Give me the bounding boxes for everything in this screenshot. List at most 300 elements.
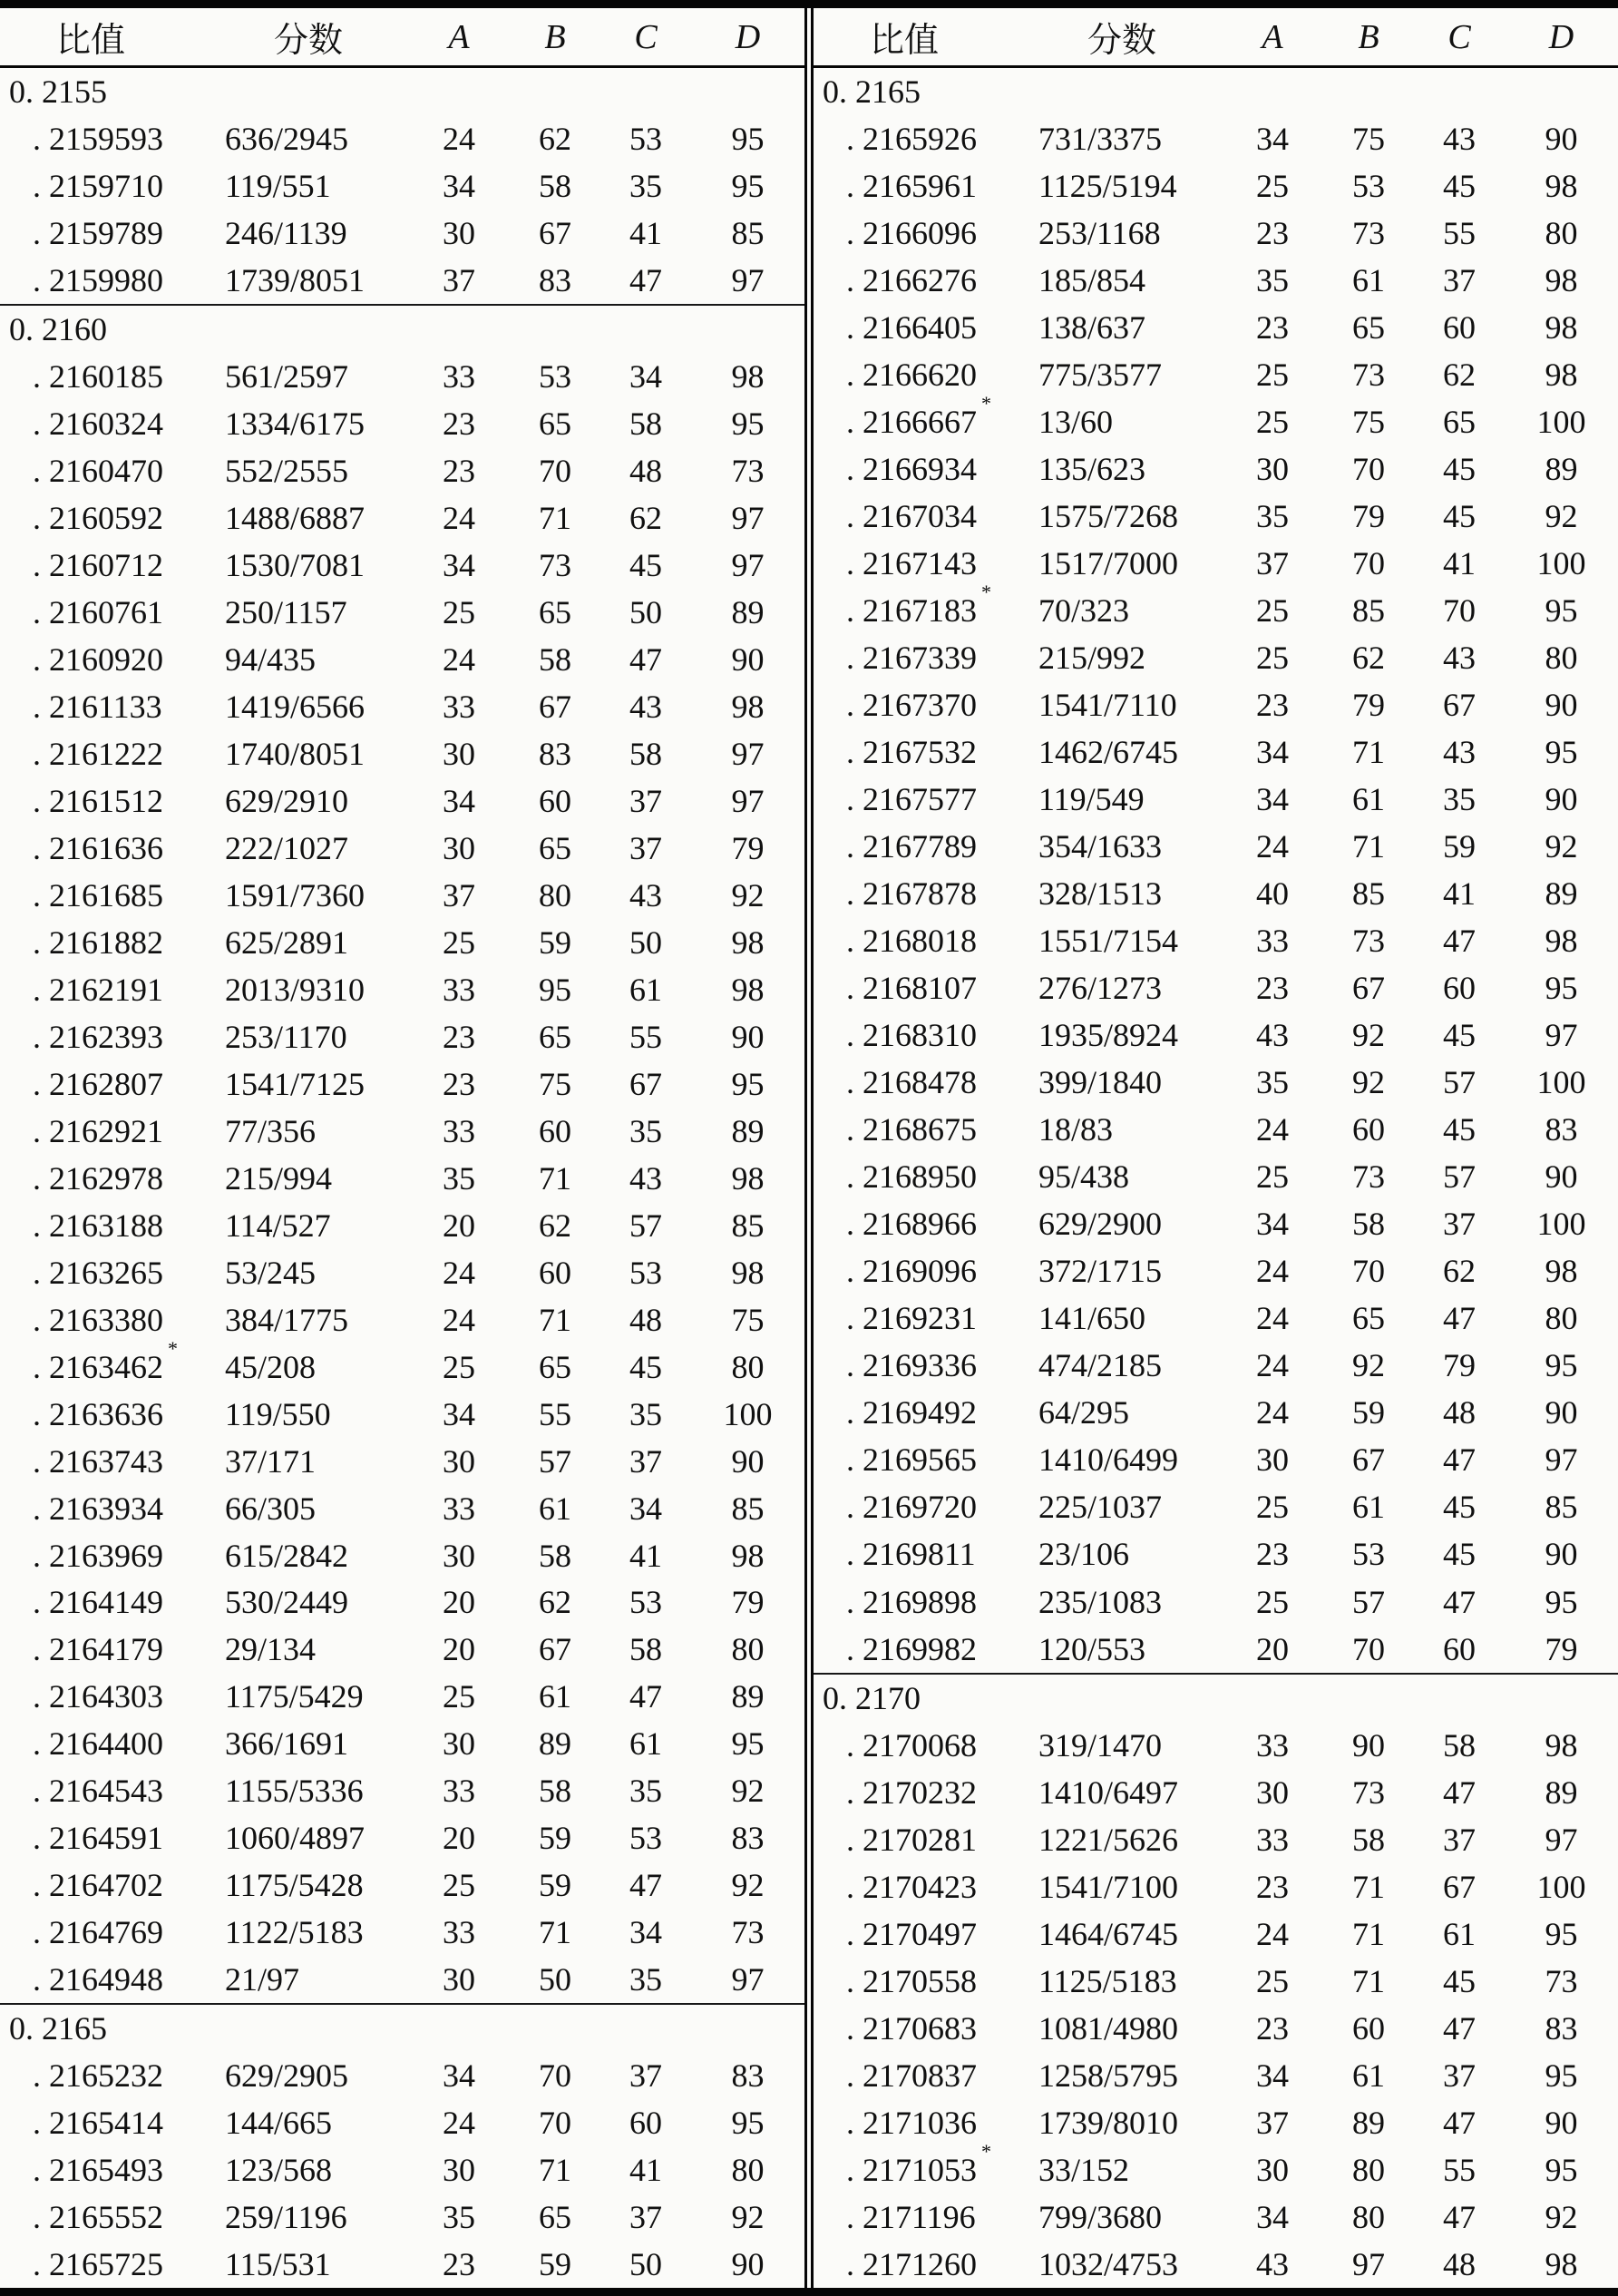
value-a-cell: 24 — [1256, 828, 1289, 865]
value-d-cell: 73 — [731, 452, 765, 489]
value-d-cell: 80 — [731, 2152, 765, 2189]
value-b-cell: 70 — [1352, 1253, 1385, 1290]
value-c-cell: 41 — [629, 214, 662, 251]
fraction-cell: 530/2449 — [225, 1584, 349, 1621]
fraction-cell: 114/527 — [225, 1207, 331, 1244]
value-b-cell: 85 — [1352, 875, 1385, 913]
value-a-cell: 25 — [1256, 404, 1289, 441]
fraction-cell: 328/1513 — [1038, 875, 1163, 913]
value-d-cell: 83 — [731, 2057, 765, 2095]
value-a-cell: 23 — [443, 1018, 475, 1055]
value-b-cell: 73 — [1352, 923, 1385, 960]
value-a-cell: 24 — [443, 120, 475, 157]
value-a-cell: 24 — [1256, 1300, 1289, 1337]
ratio-cell: . 2167577 — [846, 781, 977, 818]
ratio-cell: . 2167143 — [846, 545, 977, 582]
value-d-cell: 92 — [731, 1773, 765, 1810]
column-header-c: C — [1447, 17, 1471, 56]
value-c-cell: 35 — [629, 1961, 662, 1998]
fraction-cell: 253/1170 — [225, 1018, 347, 1055]
table-row — [814, 1626, 1618, 1673]
value-c-cell: 50 — [629, 923, 662, 961]
table-row — [814, 351, 1618, 398]
value-a-cell: 24 — [1256, 1253, 1289, 1290]
value-a-cell: 24 — [1256, 1111, 1289, 1148]
table-row — [0, 589, 804, 636]
fraction-cell: 629/2900 — [1038, 1206, 1163, 1243]
value-d-cell: 90 — [1545, 781, 1578, 818]
fraction-cell: 1175/5428 — [225, 1867, 364, 1904]
value-b-cell: 58 — [539, 167, 571, 204]
table-row — [0, 1391, 804, 1438]
value-b-cell: 65 — [539, 405, 571, 442]
value-b-cell: 80 — [539, 876, 571, 914]
value-d-cell: 79 — [731, 829, 765, 866]
value-b-cell: 58 — [1352, 1206, 1385, 1243]
value-b-cell: 59 — [539, 923, 571, 961]
table-row — [0, 400, 804, 447]
panel-right — [814, 8, 1618, 2288]
value-a-cell: 30 — [1256, 451, 1289, 488]
value-c-cell: 55 — [1443, 2151, 1476, 2188]
value-c-cell: 48 — [1443, 2245, 1476, 2282]
value-c-cell: 37 — [1443, 2057, 1476, 2094]
value-d-cell: 95 — [731, 1065, 765, 1102]
fraction-cell: 1530/7081 — [225, 546, 366, 583]
column-header-a: A — [1262, 17, 1283, 56]
fraction-cell: 250/1157 — [225, 593, 347, 630]
value-b-cell: 73 — [539, 546, 571, 583]
value-d-cell: 83 — [1545, 2009, 1578, 2047]
table-row — [814, 2241, 1618, 2288]
value-d-cell: 95 — [731, 167, 765, 204]
value-a-cell: 24 — [1256, 1394, 1289, 1431]
ratio-cell: . 2162191 — [33, 971, 163, 1008]
fraction-cell: 259/1196 — [225, 2199, 347, 2236]
value-d-cell: 90 — [1545, 687, 1578, 724]
value-a-cell: 23 — [1256, 1868, 1289, 1905]
value-d-cell: 98 — [731, 1254, 765, 1291]
value-d-cell: 83 — [1545, 1111, 1578, 1148]
value-d-cell: 98 — [1545, 168, 1578, 205]
value-b-cell: 67 — [539, 1631, 571, 1668]
fraction-cell: 215/992 — [1038, 640, 1146, 677]
value-b-cell: 50 — [539, 1961, 571, 1998]
table-row — [814, 304, 1618, 351]
table-row — [0, 2099, 804, 2146]
ratio-cell: . 2170497 — [846, 1915, 977, 1952]
value-d-cell: 97 — [731, 546, 765, 583]
value-b-cell: 71 — [1352, 828, 1385, 865]
value-d-cell: 90 — [731, 1018, 765, 1055]
section-label: 0. 2160 — [9, 310, 107, 347]
value-b-cell: 80 — [1352, 2198, 1385, 2235]
value-c-cell: 37 — [1443, 1206, 1476, 1243]
value-a-cell: 20 — [443, 1207, 475, 1244]
value-b-cell: 58 — [539, 1537, 571, 1574]
value-b-cell: 70 — [539, 2057, 571, 2095]
value-d-cell: 97 — [1545, 1821, 1578, 1858]
value-c-cell: 37 — [629, 2057, 662, 2095]
fraction-cell: 185/854 — [1038, 262, 1146, 299]
ratio-cell: . 2171196 — [846, 2198, 976, 2235]
value-d-cell: 95 — [1545, 734, 1578, 771]
value-a-cell: 23 — [1256, 1536, 1289, 1573]
value-a-cell: 30 — [1256, 1773, 1289, 1811]
fraction-cell: 1740/8051 — [225, 735, 366, 772]
fraction-cell: 1591/7360 — [225, 876, 366, 914]
value-d-cell: 80 — [1545, 640, 1578, 677]
value-b-cell: 71 — [1352, 1962, 1385, 1999]
value-b-cell: 58 — [1352, 1821, 1385, 1858]
ratio-cell: . 2161133 — [33, 688, 162, 725]
value-c-cell: 43 — [629, 1159, 662, 1197]
value-d-cell: 83 — [731, 1820, 765, 1857]
table-row — [0, 1336, 804, 1391]
fraction-cell: 1125/5194 — [1038, 168, 1177, 205]
section-row — [0, 2003, 804, 2052]
ratio-cell: . 2159593 — [33, 120, 163, 157]
value-c-cell: 48 — [1443, 1394, 1476, 1431]
fraction-cell: 1464/6745 — [1038, 1915, 1179, 1952]
table-row — [814, 964, 1618, 1011]
table-row — [0, 1485, 804, 1532]
value-a-cell: 25 — [443, 593, 475, 630]
table-row — [0, 1579, 804, 1627]
value-a-cell: 35 — [1256, 262, 1289, 299]
value-c-cell: 47 — [1443, 2104, 1476, 2141]
ratio-cell: . 2169231 — [846, 1300, 977, 1337]
table-row — [0, 636, 804, 683]
table-row — [0, 683, 804, 730]
table-row — [814, 162, 1618, 210]
value-a-cell: 20 — [443, 1820, 475, 1857]
value-c-cell: 60 — [629, 2105, 662, 2142]
value-d-cell: 98 — [731, 688, 765, 725]
table-row — [814, 634, 1618, 681]
fraction-cell: 561/2597 — [225, 357, 349, 395]
table-row — [814, 1816, 1618, 1863]
fraction-cell: 119/550 — [225, 1395, 331, 1432]
value-d-cell: 92 — [731, 876, 765, 914]
value-b-cell: 61 — [539, 1678, 571, 1715]
fraction-cell: 1575/7268 — [1038, 498, 1179, 535]
value-b-cell: 73 — [1352, 215, 1385, 252]
value-a-cell: 37 — [1256, 2104, 1289, 2141]
table-row — [814, 2099, 1618, 2146]
table-row — [0, 2146, 804, 2193]
value-a-cell: 33 — [443, 688, 475, 725]
table-row — [0, 872, 804, 919]
table-row — [814, 1153, 1618, 1200]
value-c-cell: 57 — [629, 1207, 662, 1244]
value-a-cell: 33 — [443, 971, 475, 1008]
value-a-cell: 34 — [443, 546, 475, 583]
fraction-cell: 94/435 — [225, 640, 317, 678]
ratio-cell: . 2170683 — [846, 2009, 977, 2047]
ratio-cell: . 2159789 — [33, 214, 163, 251]
fraction-cell: 799/3680 — [1038, 2198, 1163, 2235]
value-b-cell: 67 — [539, 688, 571, 725]
value-d-cell: 89 — [731, 1678, 765, 1715]
fraction-cell: 1334/6175 — [225, 405, 366, 442]
fraction-cell: 1462/6745 — [1038, 734, 1179, 771]
ratio-cell: . 2165493 — [33, 2152, 163, 2189]
value-a-cell: 34 — [443, 782, 475, 819]
ratio-cell: . 2162978 — [33, 1159, 163, 1197]
value-c-cell: 34 — [629, 357, 662, 395]
value-b-cell: 67 — [1352, 970, 1385, 1007]
fraction-cell: 37/171 — [225, 1442, 317, 1480]
value-b-cell: 79 — [1352, 498, 1385, 535]
value-d-cell: 95 — [1545, 1583, 1578, 1620]
fraction-cell: 66/305 — [225, 1490, 317, 1527]
table-row — [814, 540, 1618, 587]
value-b-cell: 92 — [1352, 1064, 1385, 1101]
value-d-cell: 98 — [731, 923, 765, 961]
asterisk-marker: * — [981, 581, 991, 604]
value-c-cell: 62 — [1443, 357, 1476, 394]
value-c-cell: 35 — [1443, 781, 1476, 818]
fraction-cell: 119/551 — [225, 167, 331, 204]
ratio-cell: . 2166934 — [846, 451, 977, 488]
value-a-cell: 20 — [443, 1584, 475, 1621]
value-d-cell: 80 — [731, 1348, 765, 1385]
value-d-cell: 97 — [731, 735, 765, 772]
fraction-cell: 399/1840 — [1038, 1064, 1163, 1101]
table-row — [0, 1438, 804, 1485]
value-d-cell: 98 — [1545, 1726, 1578, 1764]
fraction-cell: 615/2842 — [225, 1537, 349, 1574]
fraction-cell: 1221/5626 — [1038, 1821, 1179, 1858]
table-row — [814, 1863, 1618, 1910]
value-b-cell: 70 — [1352, 451, 1385, 488]
value-d-cell: 98 — [731, 357, 765, 395]
value-b-cell: 59 — [539, 2246, 571, 2283]
section-row — [0, 68, 804, 115]
value-d-cell: 95 — [1545, 592, 1578, 630]
ratio-cell: . 2165414 — [33, 2105, 163, 2142]
value-c-cell: 53 — [629, 1820, 662, 1857]
fraction-cell: 354/1633 — [1038, 828, 1163, 865]
column-header-d: D — [735, 17, 761, 56]
value-d-cell: 97 — [731, 261, 765, 298]
value-b-cell: 57 — [539, 1442, 571, 1480]
fraction-cell: 33/152 — [1038, 2151, 1130, 2188]
fraction-cell: 636/2945 — [225, 120, 349, 157]
value-d-cell: 89 — [1545, 1773, 1578, 1811]
value-c-cell: 53 — [629, 1254, 662, 1291]
table-row — [0, 494, 804, 542]
value-a-cell: 25 — [1256, 168, 1289, 205]
fraction-cell: 119/549 — [1038, 781, 1145, 818]
value-b-cell: 95 — [539, 971, 571, 1008]
table-row — [0, 966, 804, 1013]
section-label: 0. 2165 — [823, 73, 921, 110]
ratio-cell: . 2169982 — [846, 1630, 977, 1667]
fraction-cell: 13/60 — [1038, 404, 1114, 441]
value-a-cell: 24 — [1256, 1347, 1289, 1384]
asterisk-marker: * — [981, 392, 991, 415]
value-a-cell: 30 — [1256, 1441, 1289, 1479]
table-row — [0, 447, 804, 494]
value-a-cell: 43 — [1256, 2245, 1289, 2282]
value-b-cell: 65 — [539, 829, 571, 866]
value-b-cell: 70 — [539, 2105, 571, 2142]
value-d-cell: 92 — [1545, 2198, 1578, 2235]
value-a-cell: 23 — [443, 2246, 475, 2283]
value-b-cell: 58 — [539, 640, 571, 678]
value-a-cell: 24 — [443, 1254, 475, 1291]
value-a-cell: 23 — [443, 405, 475, 442]
value-b-cell: 53 — [1352, 168, 1385, 205]
table-row — [0, 1909, 804, 1956]
fraction-cell: 120/553 — [1038, 1630, 1146, 1667]
value-c-cell: 57 — [1443, 1158, 1476, 1196]
ratio-cell: . 2160185 — [33, 357, 163, 395]
value-c-cell: 67 — [1443, 687, 1476, 724]
table-row — [814, 210, 1618, 257]
fraction-cell: 731/3375 — [1038, 121, 1163, 158]
value-a-cell: 23 — [1256, 2009, 1289, 2047]
value-b-cell: 71 — [539, 2152, 571, 2189]
table-row — [814, 870, 1618, 917]
table-row — [0, 1249, 804, 1296]
fraction-cell: 225/1037 — [1038, 1489, 1163, 1526]
value-b-cell: 67 — [539, 214, 571, 251]
value-b-cell: 61 — [1352, 262, 1385, 299]
value-b-cell: 80 — [1352, 2151, 1385, 2188]
ratio-cell: . 2160470 — [33, 452, 163, 489]
fraction-cell: 215/994 — [225, 1159, 333, 1197]
value-c-cell: 35 — [629, 1112, 662, 1149]
ratio-cell: . 2159980 — [33, 261, 163, 298]
ratio-cell: . 2168950 — [846, 1158, 977, 1196]
value-b-cell: 60 — [539, 782, 571, 819]
value-d-cell: 79 — [1545, 1630, 1578, 1667]
value-b-cell: 73 — [1352, 1773, 1385, 1811]
value-d-cell: 90 — [1545, 1536, 1578, 1573]
table-row — [814, 1436, 1618, 1483]
table-row — [814, 1910, 1618, 1958]
value-c-cell: 45 — [1443, 168, 1476, 205]
value-a-cell: 30 — [1256, 2151, 1289, 2188]
value-c-cell: 53 — [629, 120, 662, 157]
value-c-cell: 45 — [1443, 1017, 1476, 1054]
fraction-cell: 18/83 — [1038, 1111, 1114, 1148]
value-d-cell: 85 — [1545, 1489, 1578, 1526]
value-b-cell: 89 — [1352, 2104, 1385, 2141]
ratio-cell: . 2164591 — [33, 1820, 163, 1857]
ratio-cell: . 2170068 — [846, 1726, 977, 1764]
value-a-cell: 33 — [1256, 1821, 1289, 1858]
ratio-cell: . 2169565 — [846, 1441, 977, 1479]
value-b-cell: 62 — [539, 120, 571, 157]
value-b-cell: 62 — [539, 1207, 571, 1244]
table-row — [0, 1861, 804, 1909]
value-d-cell: 97 — [731, 1961, 765, 1998]
column-header-d: D — [1548, 17, 1574, 56]
section-label: 0. 2170 — [823, 1679, 921, 1716]
table-row — [814, 257, 1618, 304]
table-row — [0, 1673, 804, 1720]
value-b-cell: 90 — [1352, 1726, 1385, 1764]
ratio-cell: . 2169096 — [846, 1253, 977, 1290]
fraction-cell: 53/245 — [225, 1254, 317, 1291]
column-header-c: C — [634, 17, 658, 56]
table-row — [814, 1295, 1618, 1342]
value-c-cell: 43 — [629, 876, 662, 914]
ratio-cell: . 2169811 — [846, 1536, 976, 1573]
value-d-cell: 92 — [731, 2199, 765, 2236]
value-b-cell: 65 — [539, 1018, 571, 1055]
value-b-cell: 65 — [539, 593, 571, 630]
value-c-cell: 47 — [629, 1678, 662, 1715]
value-d-cell: 80 — [731, 1631, 765, 1668]
table-row — [0, 257, 804, 304]
value-a-cell: 25 — [1256, 592, 1289, 630]
fraction-cell: 1410/6499 — [1038, 1441, 1179, 1479]
value-a-cell: 25 — [1256, 1583, 1289, 1620]
value-a-cell: 37 — [443, 261, 475, 298]
value-c-cell: 41 — [1443, 545, 1476, 582]
value-a-cell: 34 — [1256, 2057, 1289, 2094]
value-b-cell: 70 — [1352, 545, 1385, 582]
value-a-cell: 23 — [443, 452, 475, 489]
value-c-cell: 37 — [629, 829, 662, 866]
value-d-cell: 90 — [731, 2246, 765, 2283]
value-c-cell: 61 — [629, 971, 662, 1008]
value-d-cell: 95 — [731, 1725, 765, 1763]
fraction-cell: 1155/5336 — [225, 1773, 364, 1810]
value-c-cell: 47 — [1443, 923, 1476, 960]
value-b-cell: 70 — [1352, 1630, 1385, 1667]
value-b-cell: 67 — [1352, 1441, 1385, 1479]
value-a-cell: 33 — [443, 357, 475, 395]
fraction-cell: 77/356 — [225, 1112, 317, 1149]
value-c-cell: 48 — [629, 452, 662, 489]
fraction-cell: 1410/6497 — [1038, 1773, 1179, 1811]
fraction-cell: 1175/5429 — [225, 1678, 364, 1715]
table-row — [0, 1108, 804, 1155]
value-a-cell: 23 — [1256, 687, 1289, 724]
value-d-cell: 85 — [731, 1490, 765, 1527]
value-c-cell: 60 — [1443, 1630, 1476, 1667]
value-b-cell: 53 — [1352, 1536, 1385, 1573]
value-a-cell: 43 — [1256, 1017, 1289, 1054]
section-row — [814, 68, 1618, 115]
value-a-cell: 34 — [1256, 1206, 1289, 1243]
value-d-cell: 98 — [731, 971, 765, 1008]
ratio-cell: . 2160592 — [33, 499, 163, 536]
table-row — [0, 825, 804, 872]
value-d-cell: 92 — [731, 1867, 765, 1904]
value-a-cell: 30 — [443, 829, 475, 866]
value-d-cell: 98 — [731, 1537, 765, 1574]
value-c-cell: 45 — [1443, 1489, 1476, 1526]
fraction-cell: 775/3577 — [1038, 357, 1163, 394]
ratio-cell: . 2170232 — [846, 1773, 977, 1811]
value-b-cell: 75 — [539, 1065, 571, 1102]
ratio-cell: . 2163462* — [33, 1336, 178, 1385]
column-header-fraction: 分数 — [1087, 22, 1156, 60]
value-a-cell: 33 — [443, 1490, 475, 1527]
value-c-cell: 34 — [629, 1490, 662, 1527]
value-b-cell: 65 — [539, 1348, 571, 1385]
table-row — [0, 730, 804, 777]
value-d-cell: 97 — [1545, 1441, 1578, 1479]
ratio-cell: . 2162393 — [33, 1018, 163, 1055]
